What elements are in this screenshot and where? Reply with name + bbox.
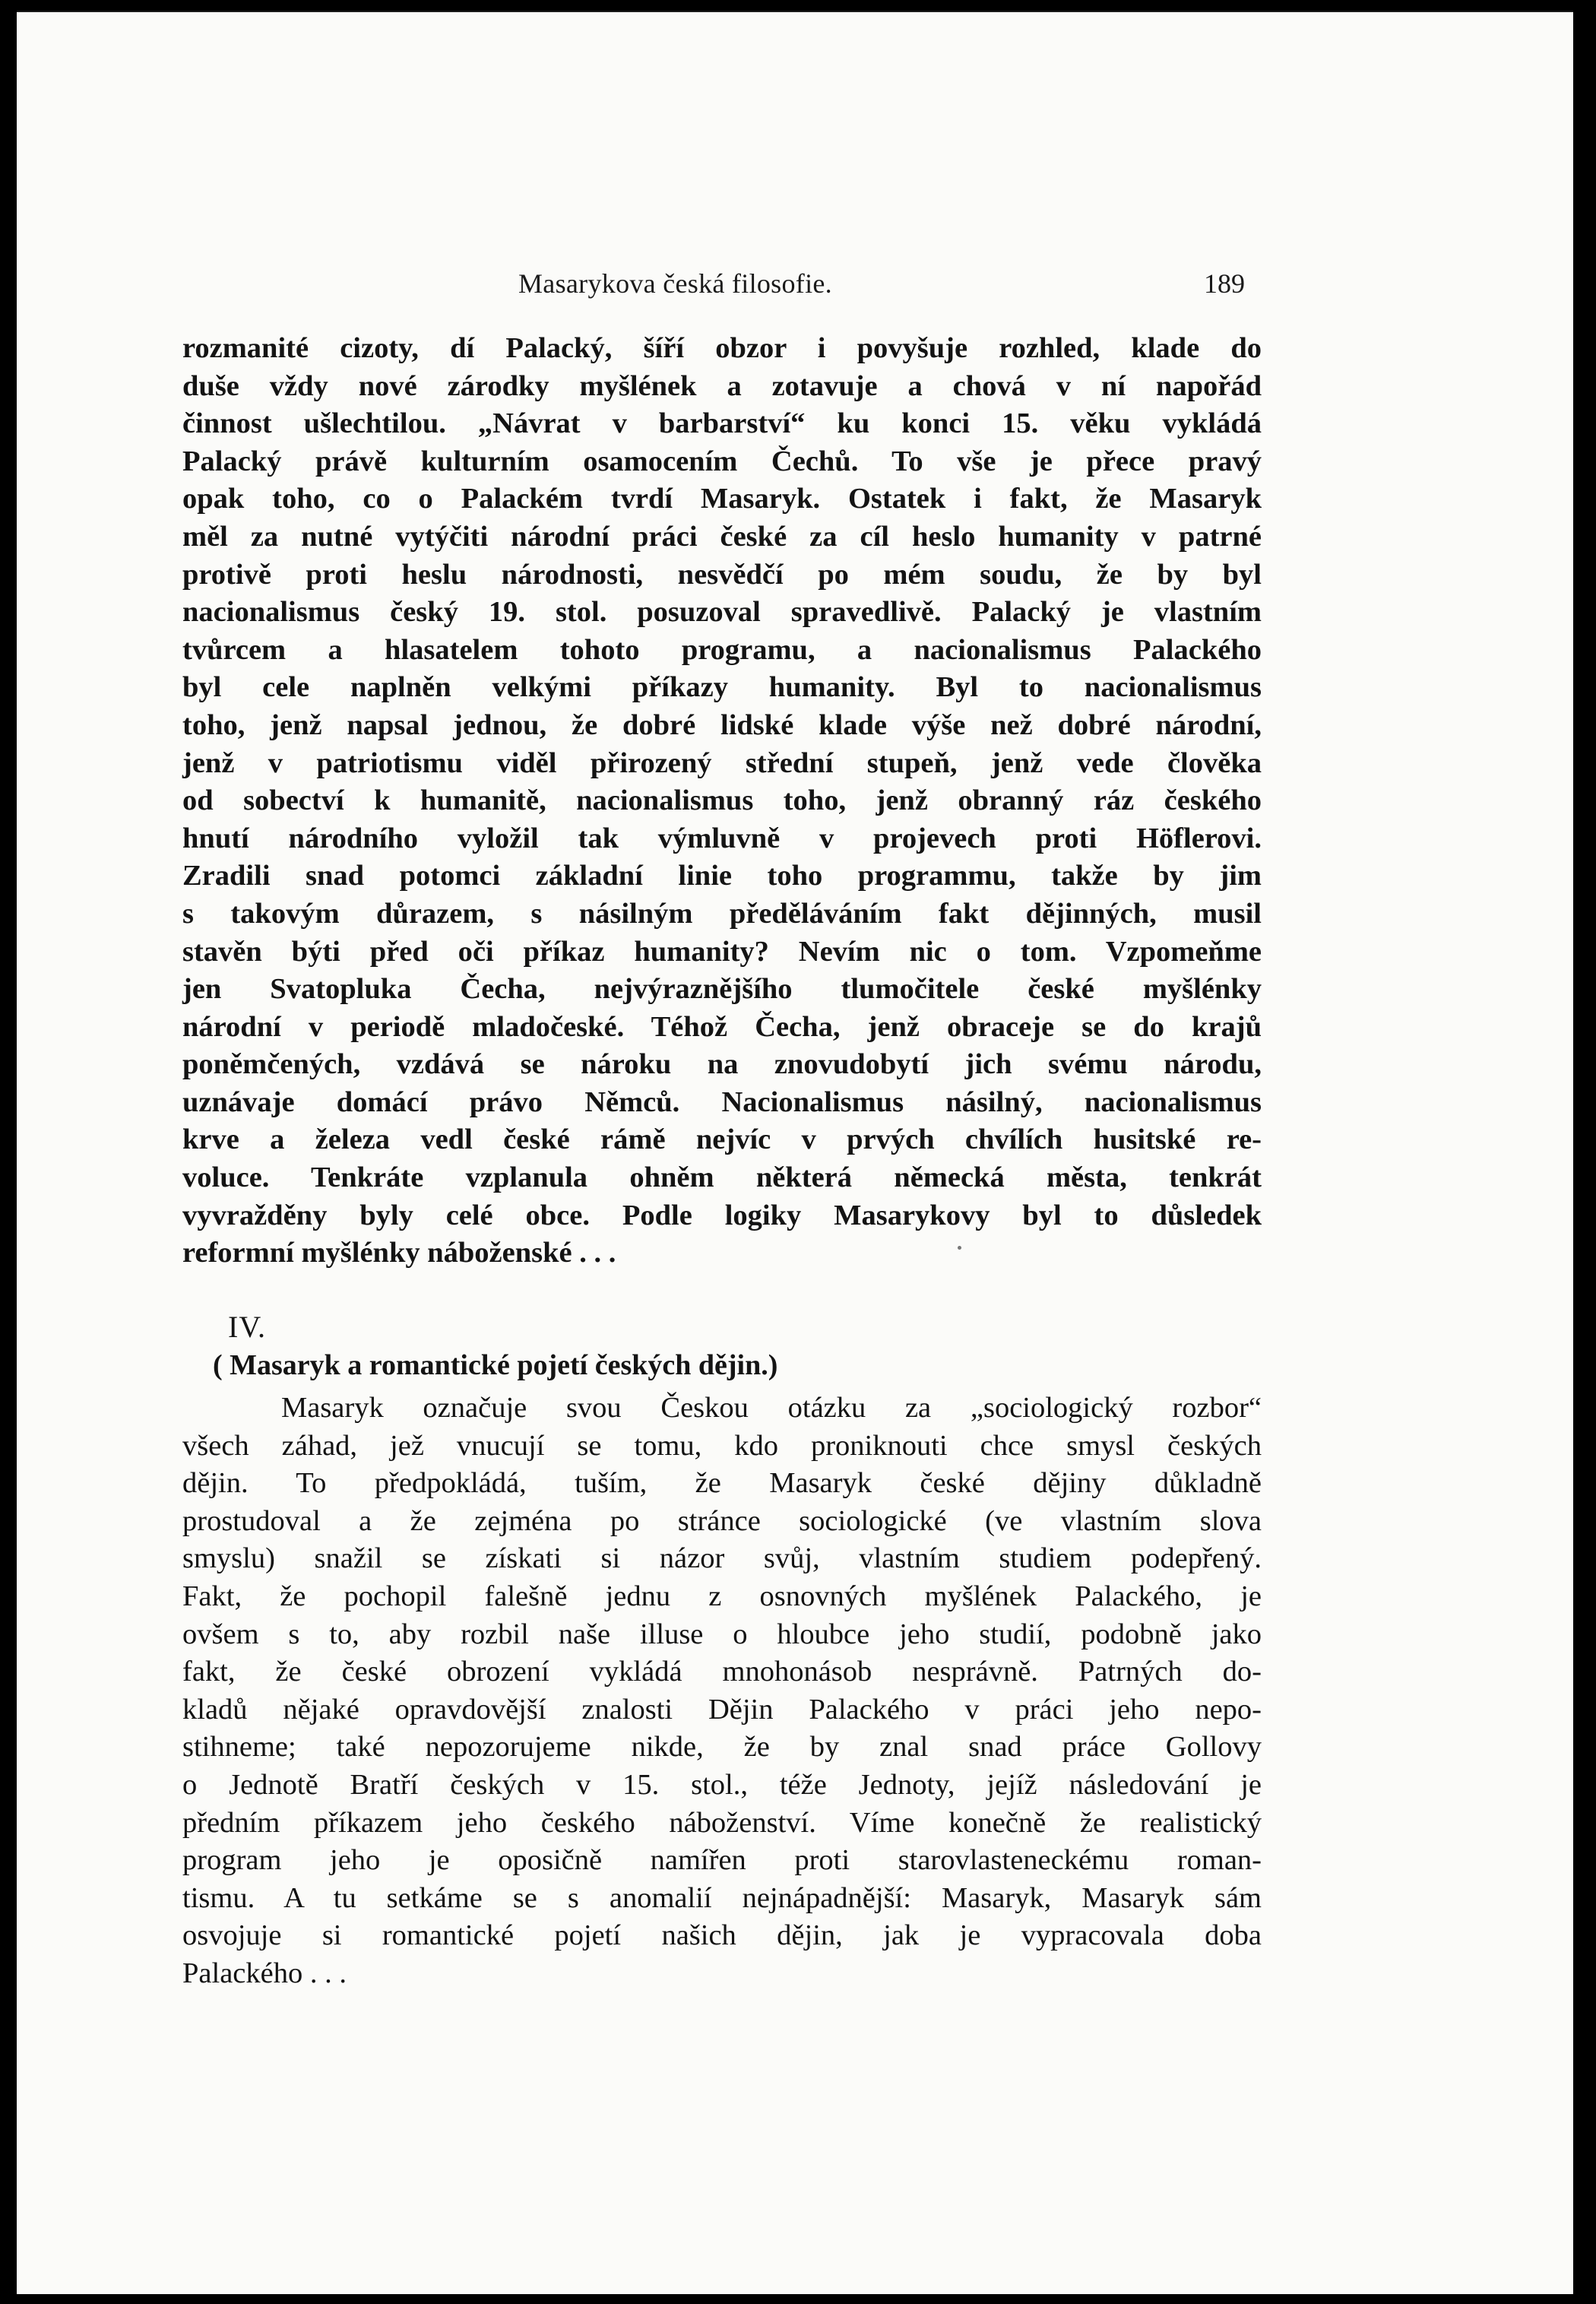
p2-line: všech záhad, jež vnucují se tomu, kdo proniknouti chce smysl českých — [182, 1429, 1262, 1462]
p2-line: osvojuje si romantické pojetí našich dějin, jak je vypracovala doba — [182, 1919, 1262, 1952]
p1-line: činnost ušlechtilou. „Návrat v barbarství“ ku konci 15. věku vykládá — [182, 407, 1262, 440]
p1-line: hnutí národního vyložil tak výmluvně v projevech proti Höflerovi. — [182, 822, 1262, 854]
p1-line: uznávaje domácí právo Němců. Nacionalismus násilný, nacionalismus — [182, 1085, 1262, 1118]
book-page — [17, 11, 1573, 2294]
p2-line: předním příkazem jeho českého náboženství. Víme konečně že realistický — [182, 1806, 1262, 1839]
p1-line: tvůrcem a hlasatelem tohoto programu, a nacionalismus Palackého — [182, 633, 1262, 666]
p1-line: toho, jenž napsal jednou, že dobré lidské klade výše než dobré národní, — [182, 708, 1262, 741]
p2-line: dějin. To předpokládá, tuším, že Masaryk české dějiny důkladně — [182, 1467, 1262, 1500]
p2-line: prostudoval a že zejména po stránce sociologické (ve vlastním slova — [182, 1504, 1262, 1537]
p2-line: fakt, že české obrození vykládá mnohonásob nesprávně. Patrných do- — [182, 1656, 1262, 1688]
paragraph-1 — [182, 330, 1262, 1272]
p2-line: ovšem s to, aby rozbil naše illuse o hloubce jeho studií, podobně jako — [182, 1618, 1262, 1650]
p2-line: Palackého . . . — [182, 1957, 347, 1989]
body-text — [182, 330, 1262, 1993]
page-number: 189 — [1204, 268, 1245, 299]
p1-line: s takovým důrazem, s násilným předěláváním fakt dějinných, musil — [182, 897, 1262, 930]
p1-line: Palacký právě kulturním osamocením Čechů. To vše je přece pravý — [182, 445, 1262, 477]
p1-line: od sobectví k humanitě, nacionalismus toho, jenž obranný ráz českého — [182, 784, 1262, 817]
p1-line: Zradili snad potomci základní linie toho programmu, takže by jim — [182, 860, 1262, 892]
page-header — [182, 268, 1262, 313]
p1-line: opak toho, co o Palackém tvrdí Masaryk. Ostatek i fakt, že Masaryk — [182, 483, 1262, 515]
p1-line: měl za nutné vytýčiti národní práci české za cíl heslo humanity v patrné — [182, 520, 1262, 553]
section-number: IV. — [228, 1309, 267, 1344]
p1-line: vyvražděny byly celé obce. Podle logiky Masarykovy byl to důsledek — [182, 1199, 1262, 1231]
p2-line: Masaryk označuje svou Českou otázku za „sociologický rozbor“ — [281, 1392, 1262, 1425]
p2-line: stihneme; také nepozorujeme nikde, že by znal snad práce Gollovy — [182, 1731, 1262, 1764]
p1-line: stavěn býti před oči příkaz humanity? Nevím nic o tom. Vzpomeňme — [182, 935, 1262, 968]
p2-line: o Jednotě Bratří českých v 15. stol., téže Jednoty, jejíž následování je — [182, 1768, 1262, 1801]
running-head: Masarykova česká filosofie. — [518, 268, 832, 299]
p1-line: duše vždy nové zárodky myšlének a zotavuje a chová v ní napořád — [182, 369, 1262, 402]
p1-line: nacionalismus český 19. stol. posuzoval spravedlivě. Palacký je vlastním — [182, 596, 1262, 629]
section-title: ( Masaryk a romantické pojetí českých dějin.) — [213, 1349, 778, 1382]
p2-line: smyslu) snažil se získati si názor svůj, vlastním studiem podepřený. — [182, 1542, 1262, 1575]
p2-line: program jeho je oposičně namířen proti starovlasteneckému roman- — [182, 1844, 1262, 1877]
p2-line: kladů nějaké opravdovější znalosti Dějin Palackého v práci jeho nepo- — [182, 1693, 1262, 1726]
p1-line: krve a železa vedl české rámě nejvíc v prvých chvílích husitské re- — [182, 1123, 1262, 1156]
p2-line: Fakt, že pochopil falešně jednu z osnovných myšlének Palackého, je — [182, 1580, 1262, 1612]
p1-line: rozmanité cizoty, dí Palacký, šíří obzor i povyšuje rozhled, klade do — [182, 332, 1262, 364]
p1-line: protivě proti heslu národnosti, nesvědčí po mém soudu, že by byl — [182, 558, 1262, 591]
p1-line: voluce. Tenkráte vzplanula ohněm některá německá města, tenkrát — [182, 1162, 1262, 1194]
ink-speck — [958, 1246, 961, 1250]
p1-line: byl cele naplněn velkými příkazy humanity. Byl to nacionalismus — [182, 671, 1262, 704]
p1-line: poněmčených, vzdává se nároku na znovudobytí jich svému národu, — [182, 1048, 1262, 1081]
paragraph-2 — [182, 1390, 1262, 1993]
p1-line: národní v periodě mladočeské. Téhož Čecha, jenž obraceje se do krajů — [182, 1010, 1262, 1043]
p2-line: tismu. A tu setkáme se s anomalií nejnápadnější: Masaryk, Masaryk sám — [182, 1881, 1262, 1914]
p1-line: jenž v patriotismu viděl přirozený střední stupeň, jenž vede člověka — [182, 746, 1262, 779]
p1-line: reformní myšlénky náboženské . . . — [182, 1237, 616, 1269]
p1-line: jen Svatopluka Čecha, nejvýraznějšího tlumočitele české myšlénky — [182, 973, 1262, 1006]
